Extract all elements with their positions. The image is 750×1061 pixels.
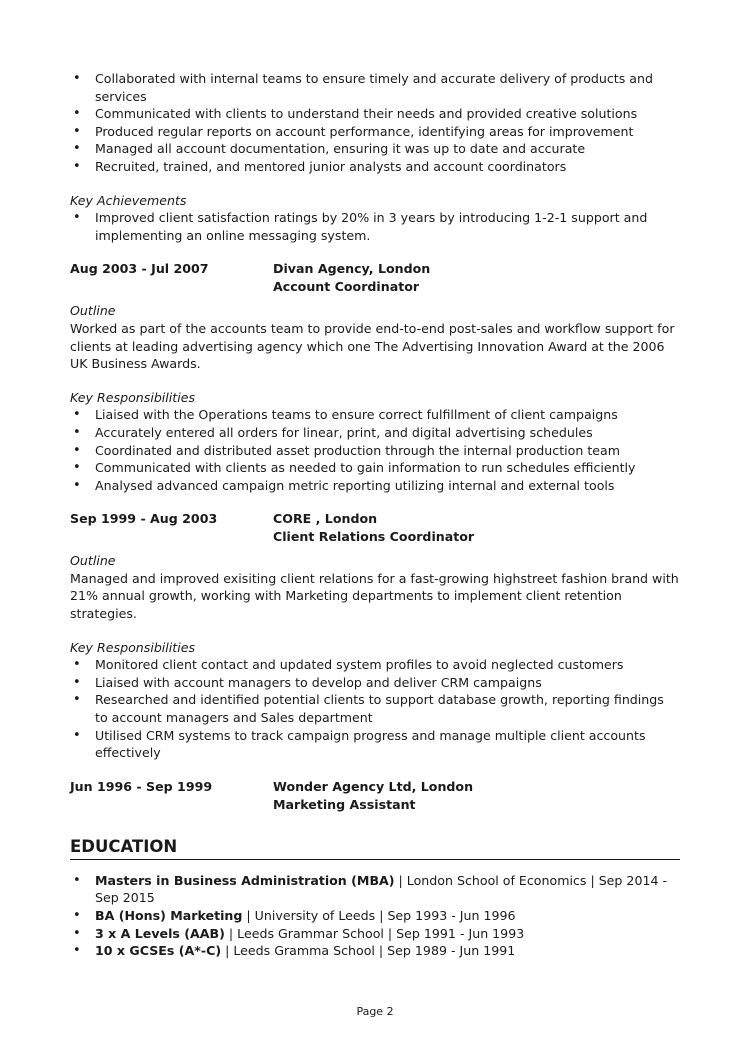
job-header (70, 260, 680, 296)
list-item: • Analysed advanced campaign metric reporting utilizing internal and external tools (70, 477, 680, 495)
education-list (70, 872, 680, 960)
qualification-details: | University of Leeds | Sep 1993 - Jun 1996 (242, 908, 516, 923)
job-header (70, 510, 680, 546)
resume-page (70, 70, 680, 960)
list-item: • Coordinated and distributed asset production through the internal production team (70, 442, 680, 460)
qualification: 10 x GCSEs (A*-C) (95, 943, 222, 959)
list-item: • Accurately entered all orders for linear, print, and digital advertising schedules (70, 424, 680, 442)
job-title: Account Coordinator (273, 279, 420, 295)
list-item: • Collaborated with internal teams to ensure timely and accurate delivery of products and services (70, 70, 680, 105)
list-item (70, 872, 680, 907)
list-item: • Produced regular reports on account performance, identifying areas for improvement (70, 123, 680, 141)
prev-role-achievements (70, 209, 680, 244)
outline-label: Outline (70, 553, 116, 569)
job-company: CORE , London (273, 511, 378, 527)
list-item (70, 907, 680, 925)
prev-role-responsibilities (70, 70, 680, 176)
job-header (70, 778, 680, 814)
qualification: 3 x A Levels (AAB) (95, 925, 225, 941)
list-item: • Improved client satisfaction ratings by 20% in 3 years by introducing 1-2-1 support and implementing an online messaging system. (70, 209, 680, 244)
job-dates: Jun 1996 - Sep 1999 (70, 778, 213, 794)
list-item: • Liaised with the Operations teams to ensure correct fulfillment of client campaigns (70, 406, 680, 424)
page-number: Page 2 (356, 1005, 394, 1018)
responsibilities-label: Key Responsibilities (70, 639, 196, 655)
job-dates: Aug 2003 - Jul 2007 (70, 261, 209, 277)
list-item: • Recruited, trained, and mentored junior analysts and account coordinators (70, 158, 680, 176)
job-title: Marketing Assistant (273, 796, 416, 812)
responsibilities-label: Key Responsibilities (70, 389, 196, 405)
qualification: BA (Hons) Marketing (95, 908, 243, 923)
job-title: Client Relations Coordinator (273, 529, 475, 545)
qualification: Masters in Business Administration (MBA) (95, 872, 395, 888)
list-item: • Communicated with clients to understand their needs and provided creative solutions (70, 105, 680, 123)
list-item: • Communicated with clients as needed to gain information to run schedules efficiently (70, 459, 680, 477)
education-heading: EDUCATION (70, 836, 680, 860)
job-company: Wonder Agency Ltd, London (273, 778, 474, 794)
list-item: • Managed all account documentation, ensuring it was up to date and accurate (70, 140, 680, 158)
list-item: • Utilised CRM systems to track campaign progress and manage multiple client accounts effectively (70, 727, 680, 762)
job-outline: Worked as part of the accounts team to provide end-to-end post-sales and workflow support for clients at leading advertising agency which one The Advertising Innovation Award at the 2006 UK Business Awards. (70, 320, 675, 372)
job-company: Divan Agency, London (273, 261, 431, 277)
qualification-details: | London School of Economics | Sep 2014 - Sep 2015 (95, 872, 668, 906)
list-item (70, 925, 680, 943)
qualification-details: | Leeds Grammar School | Sep 1991 - Jun 1993 (224, 925, 525, 941)
job-responsibilities (70, 656, 680, 762)
list-item: • Monitored client contact and updated system profiles to avoid neglected customers (70, 656, 680, 674)
job-responsibilities (70, 406, 680, 494)
list-item (70, 942, 680, 960)
achievements-label: Key Achievements (70, 192, 187, 208)
list-item: • Researched and identified potential clients to support database growth, reporting findings to account managers and Sales department (70, 691, 680, 726)
job-outline: Managed and improved exisiting client relations for a fast-growing highstreet fashion brand with 21% annual growth, working with Marketing departments to implement client retention strategies. (70, 570, 679, 622)
job-dates: Sep 1999 - Aug 2003 (70, 511, 218, 527)
qualification-details: | Leeds Gramma School | Sep 1989 - Jun 1991 (221, 943, 516, 959)
list-item: • Liaised with account managers to develop and deliver CRM campaigns (70, 674, 680, 692)
outline-label: Outline (70, 303, 116, 319)
